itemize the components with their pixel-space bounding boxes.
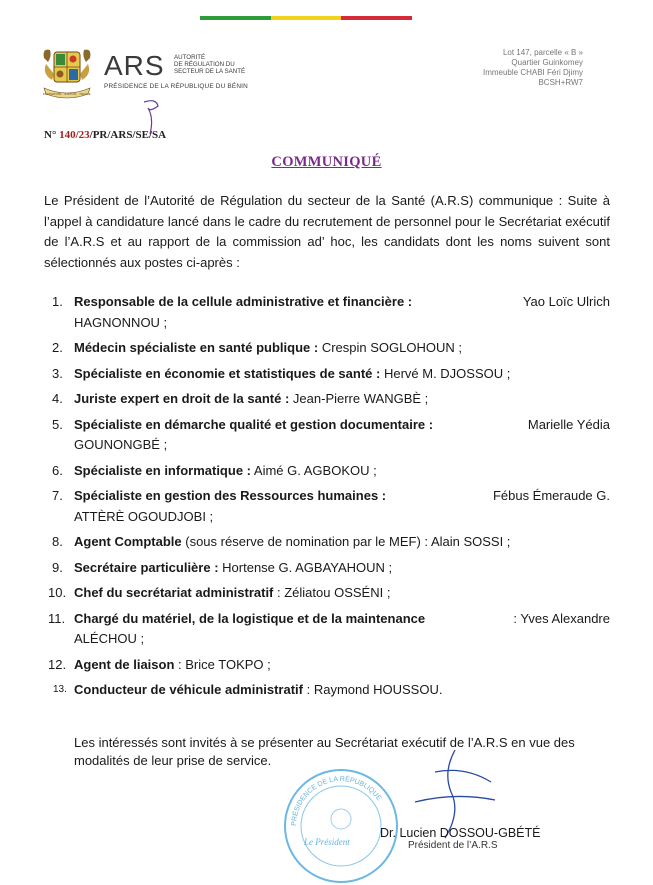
item-name: Aimé G. AGBOKOU ; (253, 462, 377, 478)
item-post: Secrétaire particulière : (74, 559, 219, 575)
item-number: 4. (52, 391, 63, 406)
item-post: Chargé du matériel, de la logistique et de la maintenance (74, 610, 426, 626)
stamp-arc-text: PRÉSIDENCE DE LA RÉPUBLIQUE (290, 775, 383, 827)
list-item (44, 558, 610, 579)
flag-green (200, 16, 271, 20)
item-post: Spécialiste en gestion des Ressources humaines : (74, 488, 387, 503)
reference-prefix: N° (44, 129, 57, 141)
item-number: 8. (52, 534, 63, 549)
item-number: 1. (52, 294, 63, 309)
item-post: Chef du secrétariat administratif (74, 585, 274, 600)
list-item (44, 389, 610, 410)
item-post: Responsable de la cellule administrative et financière : (74, 294, 413, 309)
flag-yellow (271, 16, 342, 20)
presidency-label: PRÉSIDENCE DE LA RÉPUBLIQUE DU BÉNIN (104, 83, 248, 90)
address-line: Immeuble CHABI Féri Djimy (482, 68, 583, 77)
item-number: 6. (52, 462, 63, 478)
item-name: : Brice TOKPO ; (178, 656, 271, 672)
address-block (483, 48, 583, 88)
item-name-cont: HAGNONNOU ; (74, 314, 168, 330)
ars-subtitle-line: SECTEUR DE LA SANTÉ (174, 68, 246, 75)
list-item (44, 609, 610, 650)
stamp-label: Le Président (304, 837, 350, 847)
item-name: : Raymond HOUSSOU. (306, 682, 443, 697)
coat-of-arms-icon (38, 44, 96, 104)
list-item (44, 532, 610, 553)
item-number: 5. (52, 416, 63, 432)
item-name-cont: GOUNONGBÉ ; (74, 437, 168, 452)
page-title: COMMUNIQUÉ (271, 154, 382, 170)
item-number: 2. (52, 340, 63, 355)
item-name: Hortense G. AGBAYAHOUN ; (222, 559, 393, 575)
item-name: Yao Loïc Ulrich (522, 294, 610, 309)
item-number: 9. (52, 559, 63, 575)
stamp-text (290, 774, 382, 826)
list-item (44, 486, 610, 527)
closing-paragraph: Les intéressés sont invités à se présenter au Secrétariat exécutif de l’A.R.S en vue des modalités de leur prise de service. (74, 735, 575, 768)
list-item (44, 364, 610, 385)
reference-suffix: /PR/ARS/SE/SA (89, 129, 167, 141)
item-name: Hervé M. DJOSSOU ; (383, 365, 511, 381)
list-item (44, 338, 610, 359)
item-name: Marielle Yédia (527, 416, 610, 432)
ars-subtitle-line: AUTORITÉ (174, 54, 206, 61)
item-post: Spécialiste en informatique : (74, 462, 251, 478)
signatory-name: Dr. Lucien DOSSOU-GBÉTÉ (380, 826, 541, 840)
item-name: : Zéliatou OSSÉNI ; (277, 585, 391, 600)
item-post: Médecin spécialiste en santé publique : (74, 340, 319, 355)
item-name-cont: ALÉCHOU ; (74, 631, 145, 646)
item-number: 11. (48, 610, 66, 626)
item-number: 3. (52, 365, 63, 381)
item-name: Alain SOSSI ; (430, 534, 511, 549)
signatory-title: Président de l’A.R.S (408, 840, 498, 851)
item-number: 13. (53, 684, 67, 695)
coat-motto: FRATERNITÉ · JUSTICE · TRAVAIL (42, 92, 92, 96)
ars-subtitle (174, 54, 284, 75)
list-item (44, 583, 610, 604)
reference-num: 140/23 (59, 129, 90, 141)
list-item (44, 415, 610, 456)
list-item (44, 292, 610, 333)
item-name: Crespin SOGLOHOUN ; (321, 340, 462, 355)
item-post: Agent de liaison (74, 656, 175, 672)
item-name: : Yves Alexandre (513, 610, 610, 626)
ars-logo: ARS (104, 50, 165, 81)
ars-subtitle-line: DE RÉGULATION DU (174, 61, 235, 68)
item-post: Conducteur de véhicule administratif (74, 682, 303, 697)
item-post: Spécialiste en démarche qualité et gestion documentaire : (74, 416, 434, 432)
address-line: BCSH+RW7 (538, 78, 583, 87)
item-post: Juriste expert en droit de la santé : (74, 391, 290, 406)
appointments-list (44, 292, 610, 706)
list-item (44, 680, 610, 701)
address-line: Lot 147, parcelle « B » (502, 48, 583, 57)
address-line: Quartier Guinkomey (511, 58, 583, 67)
list-item (44, 655, 610, 676)
item-post: Agent Comptable (74, 534, 182, 549)
item-number: 7. (52, 488, 63, 503)
item-name: Jean-Pierre WANGBÈ ; (292, 391, 429, 406)
reference-number (44, 129, 166, 141)
item-name: Fébus Émeraude G. (492, 488, 610, 503)
list-item (44, 461, 610, 482)
item-number: 10. (48, 585, 67, 600)
item-name-cont: ATTÈRÈ OGOUDJOBI ; (74, 508, 214, 524)
item-number: 12. (48, 656, 67, 672)
item-post: Spécialiste en économie et statistiques de santé : (74, 365, 381, 381)
flag-red (341, 16, 412, 20)
flag-stripe (200, 16, 412, 20)
item-note: (sous réserve de nomination par le MEF) : (185, 534, 429, 549)
intro-paragraph: Le Président de l’Autorité de Régulation du secteur de la Santé (A.R.S) communique : Suite à l’appel à candidature lancé dans le cadre du recrutement de personnel pour le Secrétariat exécutif de l’A.R.S et au rapport de la commission ad’ hoc, les candidats dont les noms suivent sont sélectionnés aux postes ci-après : (44, 193, 610, 270)
